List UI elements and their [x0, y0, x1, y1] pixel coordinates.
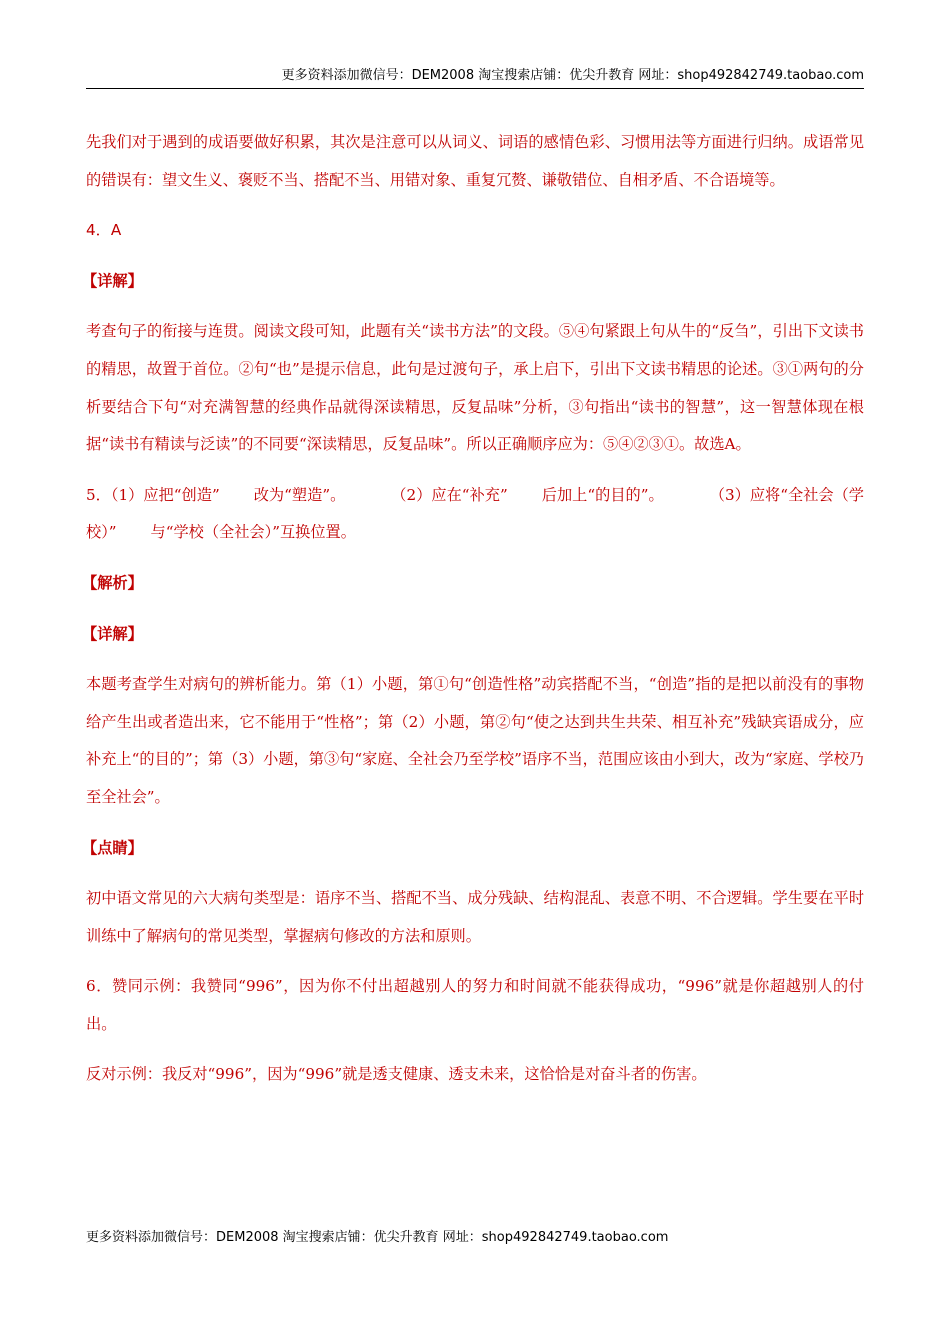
q5-part4: 后加上“的目的”。 — [541, 485, 664, 504]
footer-text: 更多资料添加微信号：DEM2008 淘宝搜索店铺：优尖升教育 网址：shop492842749.taobao.com — [86, 1230, 669, 1245]
q5-part6: 与“学校（全社会）”互换位置。 — [150, 523, 356, 542]
q5-note: 初中语文常见的六大病句类型是：语序不当、搭配不当、成分残缺、结构混乱、表意不明、不合逻辑。学生要在平时训练中了解病句的常见类型，掌握病句修改的方法和原则。 — [86, 889, 864, 945]
q5-analysis-tag: 【解析】 — [82, 573, 143, 592]
q5-note-tag: 【点睛】 — [82, 838, 143, 857]
q5-part1: 5．（1）应把“创造” — [86, 485, 220, 504]
answer-content — [82, 124, 864, 1107]
q4-detail-tag: 【详解】 — [82, 271, 143, 290]
q5-part2: 改为“塑造”。 — [253, 485, 346, 504]
q5-answer — [86, 477, 864, 552]
page-footer — [86, 1228, 668, 1248]
q4-answer: 4．A — [86, 221, 122, 240]
intro-paragraph: 先我们对于遇到的成语要做好积累，其次是注意可以从词义、词语的感情色彩、习惯用法等方面进行归纳。成语常见的错误有：望文生义、褒贬不当、搭配不当、用错对象、重复冗赘、谦敬错位、自相矛盾、不合语境等。 — [86, 133, 864, 189]
page-header — [86, 66, 864, 89]
q4-detail: 考查句子的衔接与连贯。阅读文段可知，此题有关“读书方法”的文段。⑤④句紧跟上句从牛的“反刍”，引出下文读书的精思，故置于首位。②句“也”是提示信息，此句是过渡句子，承上启下，引出下文读书精思的论述。③①两句的分析要结合下句“对充满智慧的经典作品就得深读精思，反复品味”分析，③句指出“读书的智慧”，这一智慧体现在根据“读书有精读与泛读”的不同要“深读精思，反复品味”。所以正确顺序应为：⑤④②③①。故选A。 — [86, 322, 864, 454]
q6-support: 6．赞同示例：我赞同“996”，因为你不付出超越别人的努力和时间就不能获得成功，“996”就是你超越别人的付出。 — [86, 977, 864, 1033]
q5-part3: （2）应在“补充” — [391, 485, 508, 504]
q5-part5: （3）应将“全社会（学校）” — [86, 485, 864, 542]
q6-oppose: 反对示例：我反对“996”，因为“996”就是透支健康、透支未来，这恰恰是对奋斗者的伤害。 — [86, 1065, 707, 1084]
q5-detail: 本题考查学生对病句的辨析能力。第（1）小题，第①句“创造性格”动宾搭配不当，“创造”指的是把以前没有的事物给产生出或者造出来，它不能用于“性格”；第（2）小题，第②句“使之达到共生共荣、相互补充”残缺宾语成分，应补充上“的目的”；第（3）小题，第③句“家庭、全社会乃至学校”语序不当，范围应该由小到大，改为“家庭、学校乃至全社会”。 — [86, 675, 864, 806]
q5-detail-tag: 【详解】 — [82, 624, 143, 643]
header-text: 更多资料添加微信号：DEM2008 淘宝搜索店铺：优尖升教育 网址：shop492842749.taobao.com — [281, 68, 864, 83]
